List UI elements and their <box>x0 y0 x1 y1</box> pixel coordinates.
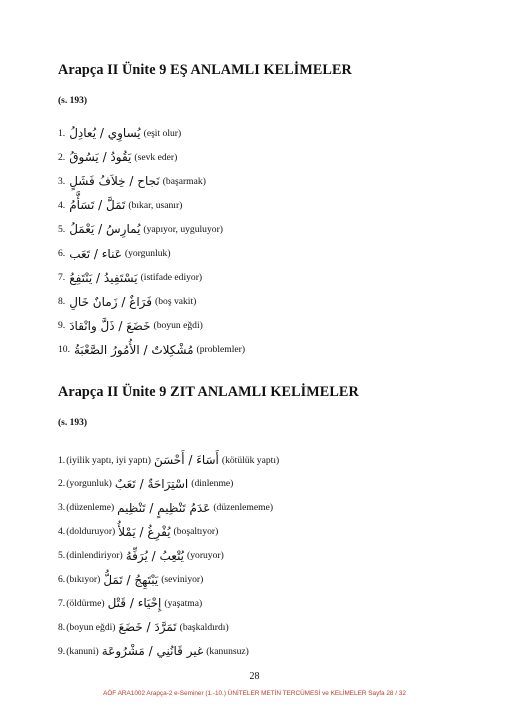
arabic-words: يَقُودُ / يَسُوقُ <box>69 150 132 165</box>
turkish-meaning-right: (boşaltıyor) <box>173 526 219 538</box>
list-item <box>58 593 202 613</box>
turkish-meaning: (istifade ediyor) <box>140 272 203 284</box>
arabic-words: يُساوِي / يُعادِلُ <box>69 126 141 140</box>
item-number: 3. <box>58 502 66 514</box>
turkish-meaning: (başarmak) <box>162 175 206 187</box>
arabic-words: عَدَمُ تَنْظِيمٍ / تَنْظِيم <box>117 500 211 515</box>
turkish-meaning-right: (kanunsuz) <box>206 645 249 657</box>
item-number: 1. <box>58 127 66 139</box>
turkish-meaning-left: (düzenleme) <box>66 502 115 514</box>
arabic-words: تَمَلَّ / تَسَأَّمُ <box>69 198 126 213</box>
item-number: 5. <box>58 550 66 562</box>
list-item <box>58 219 223 239</box>
turkish-meaning-left: (iyilik yaptı, iyi yaptı) <box>66 454 151 466</box>
item-number: 7. <box>58 597 66 609</box>
arabic-words: يُمارِسُ / يَعْمَلُ <box>69 222 141 237</box>
list-item <box>58 522 218 542</box>
turkish-meaning-right: (yoruyor) <box>187 550 224 562</box>
arabic-words: خَضَعَ / ذَلَّ وانْقادَ <box>69 318 151 333</box>
list-item <box>58 123 181 143</box>
item-number: 6. <box>58 574 66 585</box>
list-item <box>58 171 206 191</box>
turkish-meaning-left: (öldürme) <box>66 597 105 609</box>
turkish-meaning: (bıkar, usanır) <box>128 199 183 211</box>
list-item <box>58 546 224 566</box>
arabic-words: فَرَاغٌ / زَمانٌ خَالِ <box>69 294 153 309</box>
turkish-meaning: (yapıyor, uyguluyor) <box>143 223 223 235</box>
page-footer: AÖF ARA1002 Arapça-2 e-Seminer (1.-10.) ÜNİTELER METİN TERCÜMESİ ve KELİMELER Sayfa 28 / 32 <box>103 690 406 697</box>
arabic-words: مُشْكِلاتٌ / الأُمُورُ الصَّعْبَةُ <box>74 342 194 357</box>
item-number: 7. <box>58 272 66 284</box>
turkish-meaning-right: (başkaldırdı) <box>179 621 229 633</box>
item-number: 2. <box>58 478 66 490</box>
list-item <box>58 340 245 360</box>
list-item <box>58 450 279 470</box>
turkish-meaning-right: (dinlenme) <box>191 478 234 490</box>
turkish-meaning-right: (düzenlememe) <box>213 502 274 514</box>
page-reference: (s. 193) <box>58 418 88 428</box>
item-number: 9. <box>58 645 66 657</box>
arabic-words: إِحْيَاء / قَتْل <box>107 596 162 611</box>
arabic-words: يُفْرِغُ / يَمْلأُ <box>118 524 171 539</box>
item-number: 8. <box>58 621 66 633</box>
arabic-words: نَجاح / خِلاَفُ فَشَلٍ <box>69 174 160 189</box>
turkish-meaning-left: (bıkıyor) <box>66 574 101 585</box>
list-item <box>58 474 233 494</box>
turkish-meaning: (eşit olur) <box>143 127 182 139</box>
list-item <box>58 292 196 312</box>
arabic-words: يُتْعِبُ / يُرَفِّهُ <box>125 548 185 563</box>
list-item <box>58 268 202 288</box>
item-number: 6. <box>58 248 66 259</box>
turkish-meaning: (sevk eder) <box>134 151 178 163</box>
list-item <box>58 570 203 590</box>
turkish-meaning-right: (seviniyor) <box>161 574 204 585</box>
turkish-meaning: (problemler) <box>196 344 246 356</box>
arabic-words: عَناء / تَعَب <box>69 246 122 261</box>
arabic-words: اسْتِرَاحَةٌ / تَعَبٌ <box>114 476 189 491</box>
turkish-meaning: (boyun eğdi) <box>153 320 203 332</box>
page-number: 28 <box>249 671 260 682</box>
list-item <box>58 498 273 518</box>
turkish-meaning-right: (kötülük yaptı) <box>221 454 280 466</box>
turkish-meaning: (boş vakit) <box>155 296 197 308</box>
list-item <box>58 641 249 661</box>
arabic-words: يَبْتَهِجُ / تَمَلُّ <box>103 572 159 587</box>
turkish-meaning-left: (yorgunluk) <box>66 478 112 490</box>
turkish-meaning-left: (dinlendiriyor) <box>66 550 123 562</box>
list-item <box>58 195 182 215</box>
arabic-words: تَمَرَّدَ / خَضَعَ <box>118 620 177 635</box>
item-number: 8. <box>58 296 66 308</box>
list-item <box>58 147 177 167</box>
item-number: 4. <box>58 199 66 211</box>
list-item <box>58 617 229 637</box>
item-number: 10. <box>58 344 70 356</box>
page-reference: (s. 193) <box>58 96 88 106</box>
section-title-antonyms: Arapça II Ünite 9 ZIT ANLAMLI KELİMELER <box>58 384 359 400</box>
arabic-words: يَسْتَفِيدُ / يَنْتَفِعُ <box>69 270 138 285</box>
arabic-words: أَسَاءَ / أَحْسَنَ <box>153 453 219 467</box>
section-title-synonyms: Arapça II Ünite 9 EŞ ANLAMLI KELİMELER <box>58 62 352 78</box>
list-item <box>58 316 203 336</box>
item-number: 1. <box>58 454 66 466</box>
list-item <box>58 244 171 264</box>
turkish-meaning-left: (boyun eğdi) <box>66 621 116 633</box>
item-number: 2. <box>58 151 66 163</box>
turkish-meaning-left: (dolduruyor) <box>66 526 116 538</box>
item-number: 4. <box>58 526 66 538</box>
turkish-meaning-left: (kanuni) <box>66 645 99 657</box>
turkish-meaning: (yorgunluk) <box>124 248 171 259</box>
turkish-meaning-right: (yaşatma) <box>164 597 203 609</box>
item-number: 5. <box>58 223 66 235</box>
item-number: 9. <box>58 320 66 332</box>
item-number: 3. <box>58 175 66 187</box>
arabic-words: غير قَانُنِي / مَشْرُوعَة <box>101 644 204 659</box>
